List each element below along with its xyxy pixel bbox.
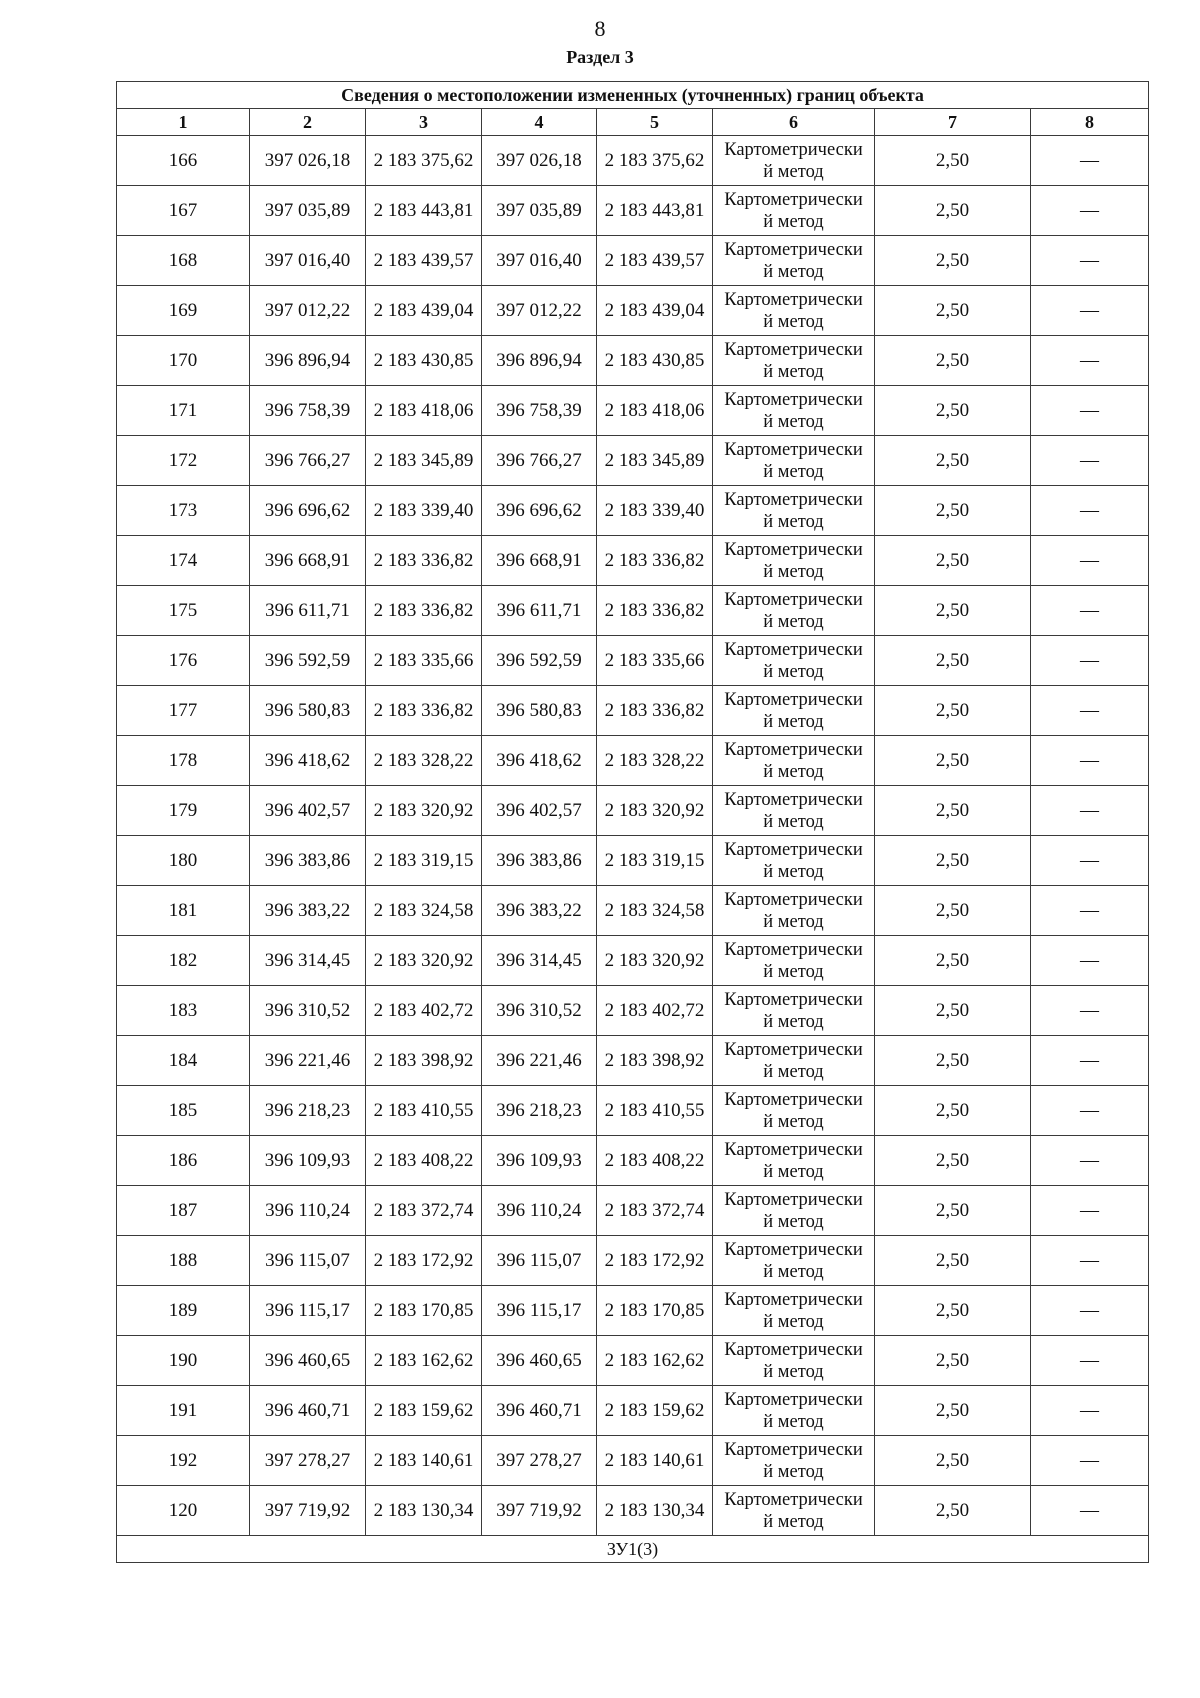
new-x-cell: 396 383,22	[482, 886, 597, 936]
new-x-cell: 397 026,18	[482, 136, 597, 186]
new-x-cell: 396 109,93	[482, 1136, 597, 1186]
new-x-cell: 396 115,07	[482, 1236, 597, 1286]
accuracy-cell: 2,50	[875, 1386, 1031, 1436]
new-y-cell: 2 183 372,74	[597, 1186, 713, 1236]
new-x-cell: 396 310,52	[482, 986, 597, 1036]
new-y-cell: 2 183 402,72	[597, 986, 713, 1036]
column-header-4: 4	[482, 109, 597, 136]
new-x-cell: 397 035,89	[482, 186, 597, 236]
accuracy-cell: 2,50	[875, 336, 1031, 386]
new-y-cell: 2 183 172,92	[597, 1236, 713, 1286]
point-number-cell: 175	[117, 586, 250, 636]
table-row	[117, 436, 1149, 486]
new-y-cell: 2 183 336,82	[597, 686, 713, 736]
method-cell: Картометрически й метод	[713, 436, 875, 486]
method-cell: Картометрически й метод	[713, 736, 875, 786]
description-cell: —	[1031, 986, 1149, 1036]
existing-y-cell: 2 183 140,61	[366, 1436, 482, 1486]
accuracy-cell: 2,50	[875, 186, 1031, 236]
method-cell: Картометрически й метод	[713, 786, 875, 836]
existing-y-cell: 2 183 372,74	[366, 1186, 482, 1236]
existing-x-cell: 396 580,83	[250, 686, 366, 736]
new-x-cell: 396 668,91	[482, 536, 597, 586]
description-cell: —	[1031, 236, 1149, 286]
description-cell: —	[1031, 1236, 1149, 1286]
point-number-cell: 171	[117, 386, 250, 436]
method-cell: Картометрически й метод	[713, 386, 875, 436]
existing-x-cell: 396 402,57	[250, 786, 366, 836]
existing-x-cell: 396 758,39	[250, 386, 366, 436]
new-x-cell: 396 580,83	[482, 686, 597, 736]
new-y-cell: 2 183 159,62	[597, 1386, 713, 1436]
description-cell: —	[1031, 1036, 1149, 1086]
new-y-cell: 2 183 439,57	[597, 236, 713, 286]
new-y-cell: 2 183 336,82	[597, 586, 713, 636]
existing-x-cell: 396 592,59	[250, 636, 366, 686]
description-cell: —	[1031, 1136, 1149, 1186]
table-row	[117, 386, 1149, 436]
existing-x-cell: 396 611,71	[250, 586, 366, 636]
table-row	[117, 336, 1149, 386]
new-y-cell: 2 183 328,22	[597, 736, 713, 786]
description-cell: —	[1031, 886, 1149, 936]
new-y-cell: 2 183 430,85	[597, 336, 713, 386]
method-cell: Картометрически й метод	[713, 1036, 875, 1086]
point-number-cell: 172	[117, 436, 250, 486]
description-cell: —	[1031, 686, 1149, 736]
accuracy-cell: 2,50	[875, 286, 1031, 336]
description-cell: —	[1031, 1486, 1149, 1536]
column-header-5: 5	[597, 109, 713, 136]
existing-y-cell: 2 183 328,22	[366, 736, 482, 786]
existing-y-cell: 2 183 402,72	[366, 986, 482, 1036]
table-row	[117, 1386, 1149, 1436]
accuracy-cell: 2,50	[875, 636, 1031, 686]
new-y-cell: 2 183 398,92	[597, 1036, 713, 1086]
new-y-cell: 2 183 170,85	[597, 1286, 713, 1336]
point-number-cell: 187	[117, 1186, 250, 1236]
existing-x-cell: 396 383,86	[250, 836, 366, 886]
accuracy-cell: 2,50	[875, 836, 1031, 886]
new-y-cell: 2 183 320,92	[597, 786, 713, 836]
accuracy-cell: 2,50	[875, 886, 1031, 936]
new-y-cell: 2 183 410,55	[597, 1086, 713, 1136]
existing-y-cell: 2 183 408,22	[366, 1136, 482, 1186]
new-x-cell: 396 460,71	[482, 1386, 597, 1436]
column-header-2: 2	[250, 109, 366, 136]
new-x-cell: 396 110,24	[482, 1186, 597, 1236]
description-cell: —	[1031, 836, 1149, 886]
existing-x-cell: 397 035,89	[250, 186, 366, 236]
existing-y-cell: 2 183 410,55	[366, 1086, 482, 1136]
description-cell: —	[1031, 1436, 1149, 1486]
existing-x-cell: 396 110,24	[250, 1186, 366, 1236]
point-number-cell: 170	[117, 336, 250, 386]
table-row	[117, 986, 1149, 1036]
column-header-6: 6	[713, 109, 875, 136]
method-cell: Картометрически й метод	[713, 1086, 875, 1136]
column-header-1: 1	[117, 109, 250, 136]
new-x-cell: 396 218,23	[482, 1086, 597, 1136]
table-row	[117, 586, 1149, 636]
new-x-cell: 397 719,92	[482, 1486, 597, 1536]
point-number-cell: 192	[117, 1436, 250, 1486]
new-y-cell: 2 183 336,82	[597, 536, 713, 586]
table-row	[117, 1436, 1149, 1486]
method-cell: Картометрически й метод	[713, 1136, 875, 1186]
existing-y-cell: 2 183 335,66	[366, 636, 482, 686]
point-number-cell: 173	[117, 486, 250, 536]
column-header-3: 3	[366, 109, 482, 136]
new-x-cell: 396 611,71	[482, 586, 597, 636]
existing-x-cell: 396 115,17	[250, 1286, 366, 1336]
table-row	[117, 286, 1149, 336]
description-cell: —	[1031, 136, 1149, 186]
table-row	[117, 936, 1149, 986]
point-number-cell: 189	[117, 1286, 250, 1336]
existing-x-cell: 396 109,93	[250, 1136, 366, 1186]
new-y-cell: 2 183 335,66	[597, 636, 713, 686]
accuracy-cell: 2,50	[875, 1436, 1031, 1486]
point-number-cell: 183	[117, 986, 250, 1036]
description-cell: —	[1031, 786, 1149, 836]
method-cell: Картометрически й метод	[713, 236, 875, 286]
table-row	[117, 886, 1149, 936]
column-header-8: 8	[1031, 109, 1149, 136]
accuracy-cell: 2,50	[875, 686, 1031, 736]
table-row	[117, 236, 1149, 286]
existing-y-cell: 2 183 170,85	[366, 1286, 482, 1336]
point-number-cell: 180	[117, 836, 250, 886]
page-number: 8	[594, 16, 606, 41]
existing-x-cell: 396 460,65	[250, 1336, 366, 1386]
new-y-cell: 2 183 418,06	[597, 386, 713, 436]
new-x-cell: 396 402,57	[482, 786, 597, 836]
method-cell: Картометрически й метод	[713, 686, 875, 736]
method-cell: Картометрически й метод	[713, 886, 875, 936]
new-x-cell: 396 696,62	[482, 486, 597, 536]
existing-y-cell: 2 183 398,92	[366, 1036, 482, 1086]
column-header-row	[117, 109, 1149, 136]
existing-y-cell: 2 183 162,62	[366, 1336, 482, 1386]
point-number-cell: 186	[117, 1136, 250, 1186]
table-row	[117, 686, 1149, 736]
existing-y-cell: 2 183 339,40	[366, 486, 482, 536]
new-y-cell: 2 183 439,04	[597, 286, 713, 336]
description-cell: —	[1031, 936, 1149, 986]
existing-y-cell: 2 183 324,58	[366, 886, 482, 936]
method-cell: Картометрически й метод	[713, 836, 875, 886]
existing-x-cell: 397 719,92	[250, 1486, 366, 1536]
point-number-cell: 168	[117, 236, 250, 286]
description-cell: —	[1031, 1186, 1149, 1236]
accuracy-cell: 2,50	[875, 586, 1031, 636]
table-caption-row	[117, 82, 1149, 109]
description-cell: —	[1031, 486, 1149, 536]
table-row	[117, 136, 1149, 186]
new-x-cell: 396 896,94	[482, 336, 597, 386]
accuracy-cell: 2,50	[875, 1136, 1031, 1186]
existing-y-cell: 2 183 443,81	[366, 186, 482, 236]
method-cell: Картометрически й метод	[713, 336, 875, 386]
description-cell: —	[1031, 1286, 1149, 1336]
new-x-cell: 397 012,22	[482, 286, 597, 336]
new-x-cell: 396 592,59	[482, 636, 597, 686]
new-y-cell: 2 183 130,34	[597, 1486, 713, 1536]
existing-x-cell: 396 766,27	[250, 436, 366, 486]
description-cell: —	[1031, 436, 1149, 486]
existing-x-cell: 396 696,62	[250, 486, 366, 536]
new-x-cell: 396 418,62	[482, 736, 597, 786]
existing-x-cell: 397 012,22	[250, 286, 366, 336]
accuracy-cell: 2,50	[875, 1186, 1031, 1236]
point-number-cell: 182	[117, 936, 250, 986]
existing-x-cell: 396 383,22	[250, 886, 366, 936]
table-row	[117, 1186, 1149, 1236]
table-row	[117, 1086, 1149, 1136]
point-number-cell: 184	[117, 1036, 250, 1086]
table-row	[117, 1136, 1149, 1186]
accuracy-cell: 2,50	[875, 1236, 1031, 1286]
accuracy-cell: 2,50	[875, 1486, 1031, 1536]
existing-x-cell: 396 668,91	[250, 536, 366, 586]
new-y-cell: 2 183 324,58	[597, 886, 713, 936]
method-cell: Картометрически й метод	[713, 1286, 875, 1336]
new-x-cell: 396 758,39	[482, 386, 597, 436]
new-y-cell: 2 183 320,92	[597, 936, 713, 986]
existing-x-cell: 396 896,94	[250, 336, 366, 386]
new-x-cell: 396 766,27	[482, 436, 597, 486]
table-footer-row	[117, 1536, 1149, 1563]
description-cell: —	[1031, 636, 1149, 686]
existing-x-cell: 397 278,27	[250, 1436, 366, 1486]
accuracy-cell: 2,50	[875, 986, 1031, 1036]
section-title: Раздел 3	[566, 47, 634, 67]
new-x-cell: 396 314,45	[482, 936, 597, 986]
point-number-cell: 167	[117, 186, 250, 236]
accuracy-cell: 2,50	[875, 1036, 1031, 1086]
method-cell: Картометрически й метод	[713, 986, 875, 1036]
point-number-cell: 179	[117, 786, 250, 836]
new-y-cell: 2 183 375,62	[597, 136, 713, 186]
method-cell: Картометрически й метод	[713, 936, 875, 986]
new-y-cell: 2 183 443,81	[597, 186, 713, 236]
table-row	[117, 636, 1149, 686]
existing-x-cell: 396 310,52	[250, 986, 366, 1036]
boundary-coordinates-table	[116, 81, 1149, 1563]
existing-y-cell: 2 183 439,57	[366, 236, 482, 286]
table-body	[117, 136, 1149, 1536]
existing-y-cell: 2 183 336,82	[366, 686, 482, 736]
existing-y-cell: 2 183 375,62	[366, 136, 482, 186]
method-cell: Картометрически й метод	[713, 136, 875, 186]
new-y-cell: 2 183 345,89	[597, 436, 713, 486]
existing-y-cell: 2 183 320,92	[366, 786, 482, 836]
method-cell: Картометрически й метод	[713, 486, 875, 536]
new-y-cell: 2 183 319,15	[597, 836, 713, 886]
accuracy-cell: 2,50	[875, 236, 1031, 286]
accuracy-cell: 2,50	[875, 136, 1031, 186]
table-row	[117, 736, 1149, 786]
accuracy-cell: 2,50	[875, 786, 1031, 836]
accuracy-cell: 2,50	[875, 436, 1031, 486]
point-number-cell: 177	[117, 686, 250, 736]
new-x-cell: 397 278,27	[482, 1436, 597, 1486]
description-cell: —	[1031, 1336, 1149, 1386]
new-y-cell: 2 183 140,61	[597, 1436, 713, 1486]
description-cell: —	[1031, 1386, 1149, 1436]
existing-y-cell: 2 183 172,92	[366, 1236, 482, 1286]
existing-x-cell: 396 418,62	[250, 736, 366, 786]
point-number-cell: 190	[117, 1336, 250, 1386]
point-number-cell: 191	[117, 1386, 250, 1436]
description-cell: —	[1031, 336, 1149, 386]
table-row	[117, 1336, 1149, 1386]
accuracy-cell: 2,50	[875, 736, 1031, 786]
accuracy-cell: 2,50	[875, 536, 1031, 586]
description-cell: —	[1031, 586, 1149, 636]
existing-y-cell: 2 183 320,92	[366, 936, 482, 986]
column-header-7: 7	[875, 109, 1031, 136]
method-cell: Картометрически й метод	[713, 1236, 875, 1286]
existing-x-cell: 396 218,23	[250, 1086, 366, 1136]
table-row	[117, 1236, 1149, 1286]
point-number-cell: 178	[117, 736, 250, 786]
new-x-cell: 396 221,46	[482, 1036, 597, 1086]
existing-y-cell: 2 183 418,06	[366, 386, 482, 436]
existing-x-cell: 396 221,46	[250, 1036, 366, 1086]
point-number-cell: 120	[117, 1486, 250, 1536]
method-cell: Картометрически й метод	[713, 1436, 875, 1486]
existing-y-cell: 2 183 336,82	[366, 586, 482, 636]
method-cell: Картометрически й метод	[713, 1486, 875, 1536]
existing-y-cell: 2 183 345,89	[366, 436, 482, 486]
existing-x-cell: 397 026,18	[250, 136, 366, 186]
point-number-cell: 169	[117, 286, 250, 336]
description-cell: —	[1031, 736, 1149, 786]
parcel-label: ЗУ1(3)	[117, 1536, 1149, 1563]
point-number-cell: 181	[117, 886, 250, 936]
new-y-cell: 2 183 408,22	[597, 1136, 713, 1186]
existing-x-cell: 396 460,71	[250, 1386, 366, 1436]
accuracy-cell: 2,50	[875, 936, 1031, 986]
point-number-cell: 176	[117, 636, 250, 686]
method-cell: Картометрически й метод	[713, 286, 875, 336]
existing-y-cell: 2 183 130,34	[366, 1486, 482, 1536]
new-x-cell: 396 383,86	[482, 836, 597, 886]
table-row	[117, 486, 1149, 536]
accuracy-cell: 2,50	[875, 1086, 1031, 1136]
point-number-cell: 166	[117, 136, 250, 186]
new-x-cell: 396 460,65	[482, 1336, 597, 1386]
point-number-cell: 174	[117, 536, 250, 586]
existing-y-cell: 2 183 336,82	[366, 536, 482, 586]
table-row	[117, 1286, 1149, 1336]
new-x-cell: 397 016,40	[482, 236, 597, 286]
method-cell: Картометрически й метод	[713, 1186, 875, 1236]
existing-y-cell: 2 183 159,62	[366, 1386, 482, 1436]
table-caption: Сведения о местоположении измененных (уточненных) границ объекта	[117, 82, 1149, 109]
point-number-cell: 188	[117, 1236, 250, 1286]
description-cell: —	[1031, 386, 1149, 436]
accuracy-cell: 2,50	[875, 1286, 1031, 1336]
description-cell: —	[1031, 1086, 1149, 1136]
method-cell: Картометрически й метод	[713, 1386, 875, 1436]
table-row	[117, 1036, 1149, 1086]
description-cell: —	[1031, 286, 1149, 336]
method-cell: Картометрически й метод	[713, 636, 875, 686]
accuracy-cell: 2,50	[875, 1336, 1031, 1386]
table-row	[117, 1486, 1149, 1536]
method-cell: Картометрически й метод	[713, 536, 875, 586]
table-row	[117, 786, 1149, 836]
existing-y-cell: 2 183 319,15	[366, 836, 482, 886]
description-cell: —	[1031, 536, 1149, 586]
method-cell: Картометрически й метод	[713, 186, 875, 236]
new-y-cell: 2 183 339,40	[597, 486, 713, 536]
point-number-cell: 185	[117, 1086, 250, 1136]
description-cell: —	[1031, 186, 1149, 236]
table-row	[117, 836, 1149, 886]
existing-x-cell: 397 016,40	[250, 236, 366, 286]
existing-y-cell: 2 183 430,85	[366, 336, 482, 386]
new-y-cell: 2 183 162,62	[597, 1336, 713, 1386]
new-x-cell: 396 115,17	[482, 1286, 597, 1336]
existing-y-cell: 2 183 439,04	[366, 286, 482, 336]
method-cell: Картометрически й метод	[713, 586, 875, 636]
accuracy-cell: 2,50	[875, 486, 1031, 536]
method-cell: Картометрически й метод	[713, 1336, 875, 1386]
existing-x-cell: 396 314,45	[250, 936, 366, 986]
table-row	[117, 536, 1149, 586]
table-row	[117, 186, 1149, 236]
existing-x-cell: 396 115,07	[250, 1236, 366, 1286]
accuracy-cell: 2,50	[875, 386, 1031, 436]
